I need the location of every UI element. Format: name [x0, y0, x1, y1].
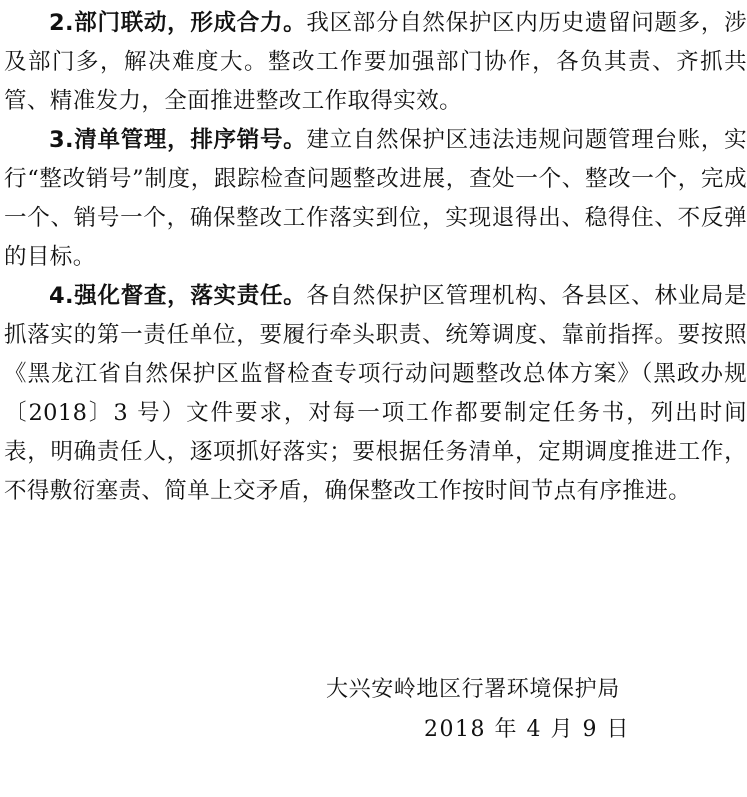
paragraph-heading: 4.强化督查，落实责任。: [49, 283, 307, 309]
signature-organization: 大兴安岭地区行署环境保护局: [326, 677, 620, 702]
paragraph-body: 我区部分自然保护区内历史遗留问题多，涉及部门多，解决难度大。整改工作要加强部门协作，各负其责、齐抓共管、精准发力，全面推进整改工作取得实效。: [4, 10, 747, 114]
paragraph-body: 各自然保护区管理机构、各县区、林业局是抓落实的第一责任单位，要履行牵头职责、统筹调度、靠前指挥。要按照《黑龙江省自然保护区监督检查专项行动问题整改总体方案》（黑政办规〔2018〕3 号）文件要求，对每一项工作都要制定任务书，列出时间表，明确责任人，逐项抓好落实；要根据任务清单，定期调度推进工作，不得敷衍塞责、简单上交矛盾，确保整改工作按时间节点有序推进。: [4, 283, 747, 504]
signature-date: 2018 年 4 月 9 日: [424, 717, 630, 742]
paragraph-body: 建立自然保护区违法违规问题管理台账，实行“整改销号”制度，跟踪检查问题整改进展，查处一个、整改一个，完成一个、销号一个，确保整改工作落实到位，实现退得出、稳得住、不反弹的目标。: [4, 127, 747, 270]
paragraph-list-management: [0, 121, 747, 277]
paragraph-heading: 2.部门联动，形成合力。: [49, 10, 307, 36]
paragraph-department-coordination: [0, 4, 747, 121]
paragraph-supervision: [0, 277, 747, 511]
paragraph-heading: 3.清单管理，排序销号。: [49, 127, 307, 153]
